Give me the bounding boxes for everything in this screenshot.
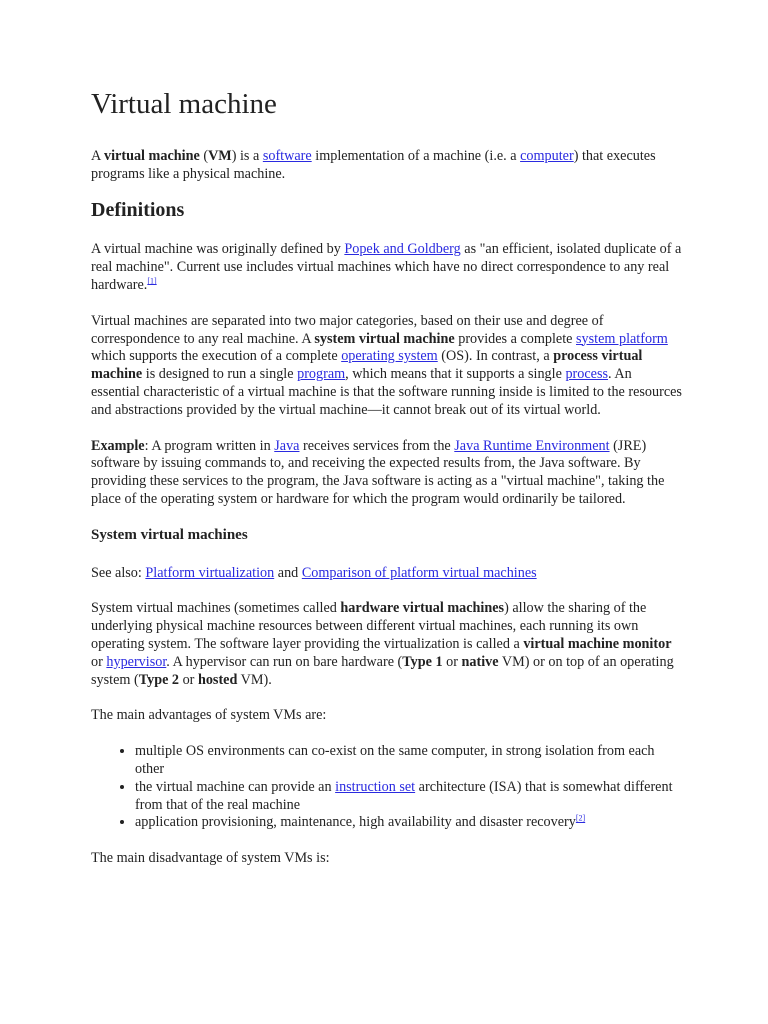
text-run: System virtual machines (sometimes called [91,600,341,617]
text-run: provides a complete [454,330,577,347]
link[interactable]: Platform virtualization [145,564,275,581]
text-run: (OS). In contrast, a [437,348,554,365]
text-run: ) is a [231,148,263,164]
citation-link-text[interactable]: [2] [575,813,586,823]
article-body [91,148,683,886]
link[interactable]: instruction set [335,778,416,795]
link[interactable]: Java [274,437,300,454]
text-run: ) allow the sharing of the underlying physical machine resources between different virtual machines, each running its own operating system. The software layer providing the virtualization is called a [91,600,647,652]
bold-text: Type 2 [138,671,180,688]
page-title: Virtual machine [91,88,277,120]
link[interactable]: Comparison of platform virtual machines [301,564,537,581]
text-run: which supports the execution of a complete [91,348,342,365]
link[interactable]: Java Runtime Environment [454,437,610,454]
text-run: VM) or on top of an operating system ( [91,653,674,688]
text-run: ) that executes programs like a physical machine. [91,148,656,182]
paragraph [91,438,683,509]
bold-text: Example [91,437,145,454]
link[interactable]: software [262,148,312,164]
text-run: or [91,653,107,670]
paragraph [91,707,683,725]
text-run: receives services from the [299,437,455,454]
text-run: (JRE) software by issuing commands to, and receiving the expected results from, the Java software. By providing these services to the program, the Java software is acting as a "virtual machine", taking the place of the operating system or hardware for which the program would ordinarily be tailored. [91,437,665,507]
text-run: A virtual machine was originally defined by [91,241,345,258]
link[interactable]: hypervisor [106,653,167,670]
text-run: . An essential characteristic of a virtual machine is that the software running inside is limited to the resources and abstractions provided by the virtual machine—it cannot break out of its virtual world. [91,366,682,418]
list-item [135,814,683,832]
text-run: implementation of a machine (i.e. a [311,148,521,164]
citation-link-text[interactable]: [1] [147,276,157,286]
paragraph [91,600,683,689]
link[interactable]: process [565,366,609,383]
link[interactable]: computer [520,148,574,164]
link[interactable]: Popek and Goldberg [344,241,461,258]
text-run: VM). [237,671,272,688]
list-item [135,779,683,815]
text-run: or [442,653,462,670]
text-run: application provisioning, maintenance, high availability and disaster recovery [135,814,576,831]
text-run: or [179,671,198,688]
link[interactable]: program [297,366,346,383]
link[interactable]: system platform [576,330,668,347]
list-item [135,743,683,779]
section-heading: System virtual machines [91,526,248,543]
bold-text: system virtual machine [314,330,455,347]
text-run: and [274,564,302,581]
bold-text: virtual machine monitor [523,635,672,652]
paragraph [91,313,683,420]
text-run: ( [199,148,209,164]
text-run: See also: [91,564,146,581]
bold-text: hardware virtual machines [340,600,505,617]
text-run: architecture (ISA) that is somewhat different from that of the real machine [135,778,673,813]
text-run: as "an efficient, isolated duplicate of a real machine". Current use includes virtual machines which have no direct correspondence to any real hardware. [91,241,682,293]
paragraph [91,565,683,583]
text-run: multiple OS environments can co-exist on the same computer, in strong isolation from each other [135,743,655,777]
paragraph [91,241,683,294]
citation-link[interactable] [147,276,156,285]
text-run: the virtual machine can provide an [135,778,336,795]
citation-link[interactable] [576,814,585,823]
text-run: A [91,148,105,164]
section-heading: Definitions [91,198,185,221]
link[interactable]: operating system [341,348,438,365]
bold-text: process virtual machine [91,348,643,383]
paragraph [91,850,683,868]
text-run: The main disadvantage of system VMs is: [91,850,330,867]
text-run: The main advantages of system VMs are: [91,707,327,724]
text-run: : A program written in [144,437,275,454]
bold-text: native [461,653,499,670]
text-run: , which means that it supports a single [345,366,566,383]
bold-text: VM [208,148,232,164]
bold-text: virtual machine [104,148,200,164]
bold-text: Type 1 [402,653,443,670]
paragraph [91,148,683,184]
bold-text: hosted [197,671,238,688]
text-run: . A hypervisor can run on bare hardware ( [166,653,403,670]
text-run: is designed to run a single [142,366,298,383]
text-run: Virtual machines are separated into two major categories, based on their use and degree of correspondence to any real machine. A [91,312,604,347]
bullet-list [91,743,683,832]
